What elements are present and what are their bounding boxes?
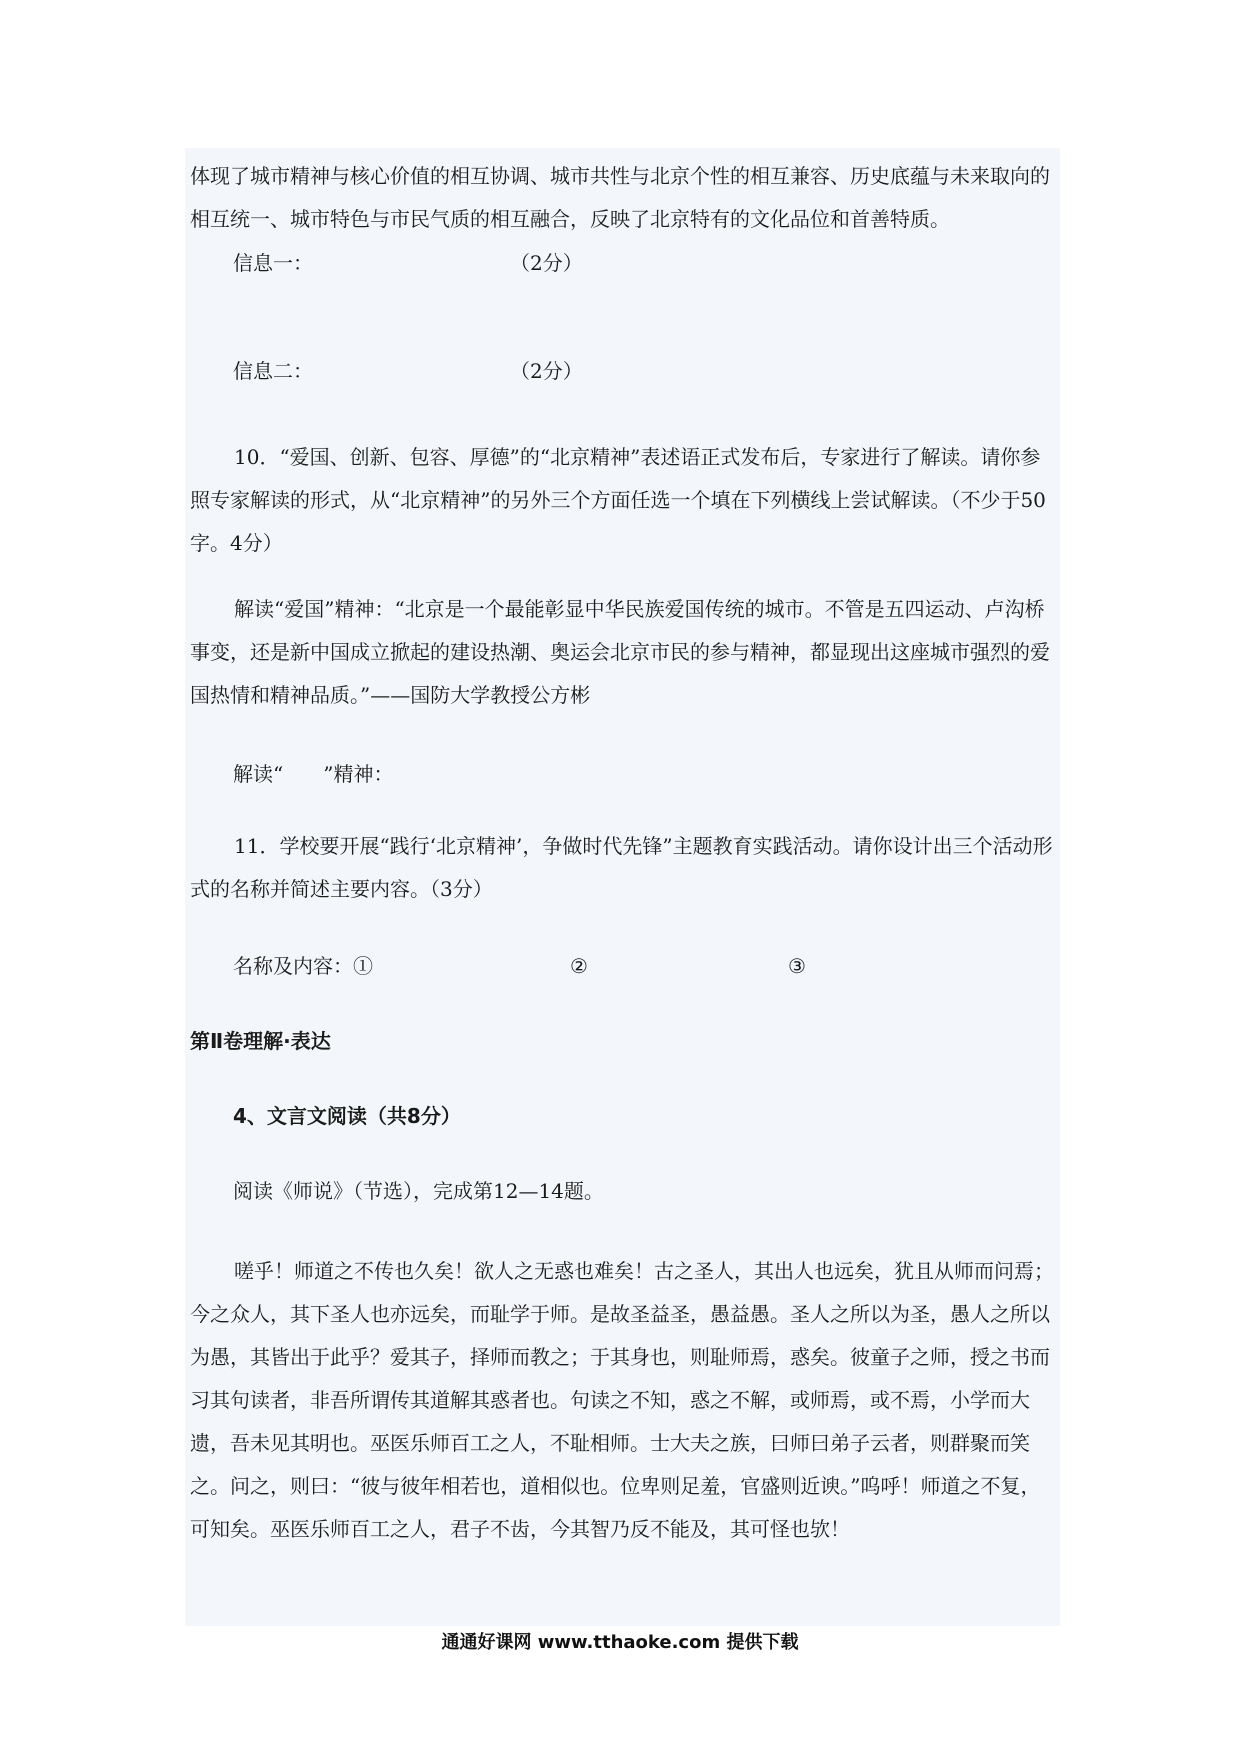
reading-intro: 阅读《师说》（节选），完成第12—14题。 xyxy=(233,1179,604,1203)
info1-label: 信息一： xyxy=(233,251,313,275)
subsection-title: 4、文言文阅读（共8分） xyxy=(233,1104,461,1128)
q10-answer-line: 解读“ ”精神： xyxy=(233,762,394,786)
info1-score: （2分） xyxy=(510,251,583,275)
info2-score: （2分） xyxy=(510,359,583,383)
q10-example: 解读“爱国”精神：“北京是一个最能彰显中华民族爱国传统的城市。不管是五四运动、卢沟桥事变，还是新中国成立掀起的建设热潮、奥运会北京市民的参与精神，都显现出这座城市强烈的爱国热情和精神品质。”——国防大学教授公方彬 xyxy=(190,597,1050,707)
question-10: 10．“爱国、创新、包容、厚德”的“北京精神”表述语正式发布后，专家进行了解读。请你参照专家解读的形式，从“北京精神”的另外三个方面任选一个填在下列横线上尝试解读。（不少于50字。4分） xyxy=(190,445,1046,555)
info2-label: 信息二： xyxy=(233,359,313,383)
footer-credit: 通通好课网 www.tthaoke.com 提供下载 xyxy=(441,1632,799,1653)
q11-answer-mark-2: ② xyxy=(570,954,588,978)
q11-answer-label: 名称及内容：① xyxy=(233,954,373,978)
section-title: 第Ⅱ卷理解·表达 xyxy=(190,1029,331,1053)
question-11: 11．学校要开展“践行‘北京精神’，争做时代先锋”主题教育实践活动。请你设计出三个活动形式的名称并简述主要内容。（3分） xyxy=(190,834,1053,901)
q11-answer-mark-3: ③ xyxy=(788,954,806,978)
classical-passage: 嗟乎！师道之不传也久矣！欲人之无惑也难矣！古之圣人，其出人也远矣，犹且从师而问焉；今之众人，其下圣人也亦远矣，而耻学于师。是故圣益圣，愚益愚。圣人之所以为圣，愚人之所以为愚，其皆出于此乎？爱其子，择师而教之；于其身也，则耻师焉，惑矣。彼童子之师，授之书而习其句读者，非吾所谓传其道解其惑者也。句读之不知，惑之不解，或师焉，或不焉，小学而大遗，吾未见其明也。巫医乐师百工之人，不耻相师。士大夫之族，曰师曰弟子云者，则群聚而笑之。问之，则曰：“彼与彼年相若也，道相似也。位卑则足羞，官盛则近谀。”呜呼！师道之不复，可知矣。巫医乐师百工之人，君子不齿，今其智乃反不能及，其可怪也欤！ xyxy=(190,1259,1054,1541)
intro-paragraph: 体现了城市精神与核心价值的相互协调、城市共性与北京个性的相互兼容、历史底蕴与未来取向的相互统一、城市特色与市民气质的相互融合，反映了北京特有的文化品位和首善特质。 xyxy=(190,164,1050,231)
